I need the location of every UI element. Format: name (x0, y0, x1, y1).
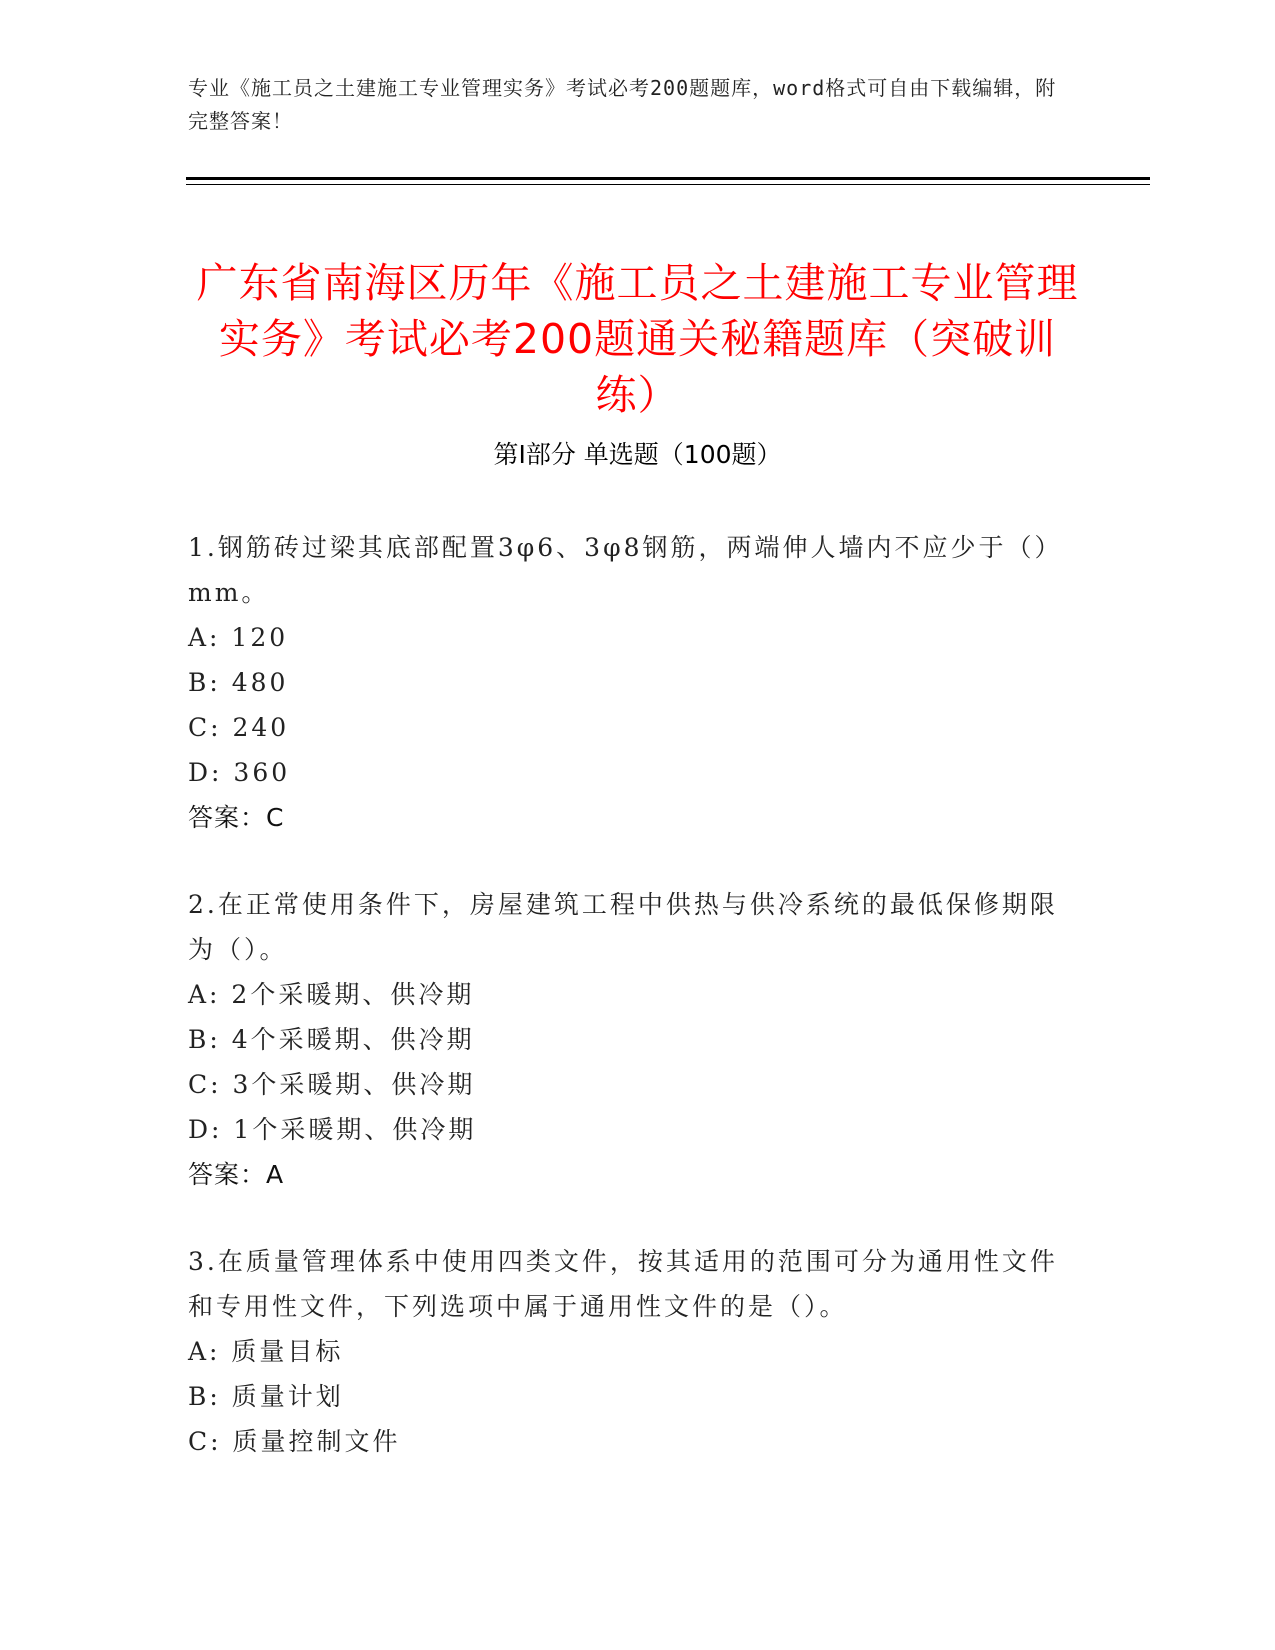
option-c: C: 质量控制文件 (188, 1427, 401, 1456)
option-d: D: 360 (188, 758, 291, 787)
question-stem: 3.在质量管理体系中使用四类文件，按其适用的范围可分为通用性文件和专用性文件，下列选项中属于通用性文件的是（）。 (188, 1247, 1058, 1321)
header-divider-thin (186, 184, 1150, 185)
document-title: 广东省南海区历年《施工员之土建施工专业管理实务》考试必考200题通关秘籍题库（突破训练） (196, 259, 1079, 420)
option-b: B: 4个采暖期、供冷期 (188, 1025, 475, 1054)
question-stem: 1.钢筋砖过梁其底部配置3φ6、3φ8钢筋，两端伸人墙内不应少于（）mm。 (188, 533, 1063, 607)
answer-line: 答案：C (188, 803, 285, 832)
question-stem: 2.在正常使用条件下，房屋建筑工程中供热与供冷系统的最低保修期限为（）。 (188, 890, 1058, 964)
option-b: B: 质量计划 (188, 1382, 344, 1411)
option-b: B: 480 (188, 668, 289, 697)
option-d: D: 1个采暖期、供冷期 (188, 1115, 477, 1144)
question-item (188, 1239, 1068, 1464)
section-heading: 第I部分 单选题（100题） (493, 440, 782, 469)
option-a: A: 2个采暖期、供冷期 (188, 980, 475, 1009)
question-list (188, 525, 1068, 1506)
header-divider-thick (186, 177, 1150, 180)
option-a: A: 120 (188, 623, 289, 652)
question-item (188, 882, 1068, 1197)
question-item (188, 525, 1068, 840)
option-a: A: 质量目标 (188, 1337, 344, 1366)
answer-line: 答案：A (188, 1160, 285, 1189)
header-note: 专业《施工员之土建施工专业管理实务》考试必考200题题库，word格式可自由下载编辑，附完整答案！ (188, 76, 1057, 133)
option-c: C: 240 (188, 713, 290, 742)
option-c: C: 3个采暖期、供冷期 (188, 1070, 476, 1099)
